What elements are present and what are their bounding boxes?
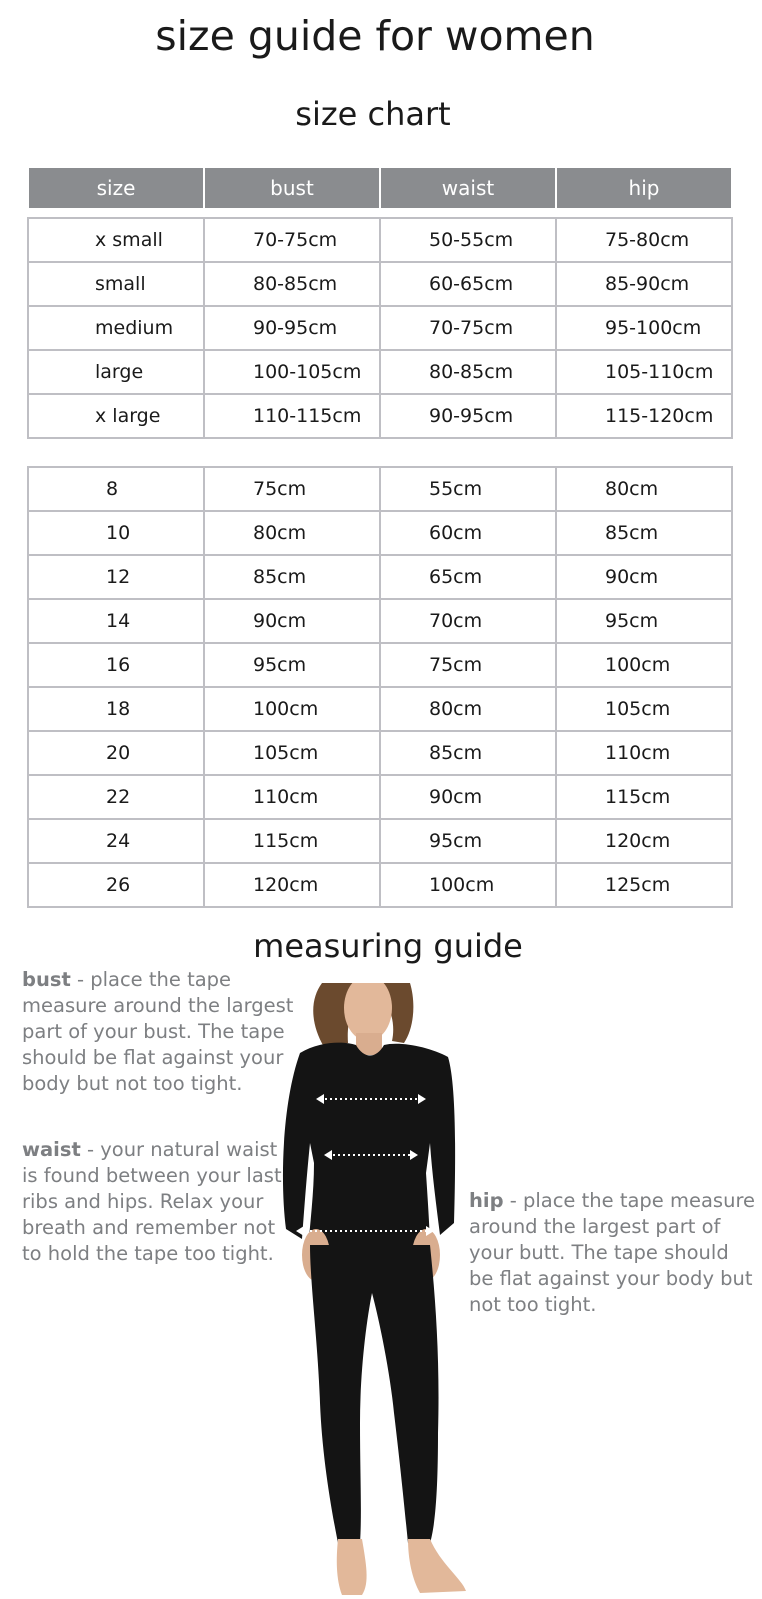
column-header-waist: waist bbox=[380, 167, 556, 209]
cell-hip: 95cm bbox=[556, 599, 732, 643]
cell-waist: 80-85cm bbox=[380, 350, 556, 394]
hip-instructions bbox=[469, 1188, 759, 1318]
cell-size: medium bbox=[28, 306, 204, 350]
waist-term: waist bbox=[22, 1138, 81, 1161]
cell-waist: 60-65cm bbox=[380, 262, 556, 306]
cell-hip: 90cm bbox=[556, 555, 732, 599]
model-top bbox=[283, 1043, 455, 1251]
cell-waist: 55cm bbox=[380, 467, 556, 511]
cell-size: 24 bbox=[28, 819, 204, 863]
numeric-size-row bbox=[28, 863, 732, 907]
cell-size: small bbox=[28, 262, 204, 306]
numeric-size-row bbox=[28, 511, 732, 555]
cell-waist: 70-75cm bbox=[380, 306, 556, 350]
numeric-size-row bbox=[28, 731, 732, 775]
numeric-size-row bbox=[28, 687, 732, 731]
cell-waist: 100cm bbox=[380, 863, 556, 907]
cell-hip: 85-90cm bbox=[556, 262, 732, 306]
model-face bbox=[344, 983, 392, 1041]
cell-bust: 75cm bbox=[204, 467, 380, 511]
cell-size: 14 bbox=[28, 599, 204, 643]
cell-hip: 105cm bbox=[556, 687, 732, 731]
cell-bust: 100-105cm bbox=[204, 350, 380, 394]
numeric-size-table bbox=[27, 466, 733, 908]
cell-hip: 85cm bbox=[556, 511, 732, 555]
bust-text: - place the tape measure around the largest part of your bust. The tape should be flat against your body but not too tight. bbox=[22, 968, 294, 1095]
cell-bust: 70-75cm bbox=[204, 218, 380, 262]
cell-bust: 90cm bbox=[204, 599, 380, 643]
cell-bust: 120cm bbox=[204, 863, 380, 907]
numeric-size-row bbox=[28, 819, 732, 863]
cell-bust: 80cm bbox=[204, 511, 380, 555]
letter-size-row bbox=[28, 394, 732, 438]
cell-bust: 105cm bbox=[204, 731, 380, 775]
cell-waist: 80cm bbox=[380, 687, 556, 731]
cell-waist: 65cm bbox=[380, 555, 556, 599]
cell-size: x large bbox=[28, 394, 204, 438]
cell-size: 22 bbox=[28, 775, 204, 819]
cell-waist: 60cm bbox=[380, 511, 556, 555]
hip-term: hip bbox=[469, 1189, 504, 1212]
letter-size-row bbox=[28, 218, 732, 262]
cell-waist: 50-55cm bbox=[380, 218, 556, 262]
numeric-size-row bbox=[28, 643, 732, 687]
cell-hip: 80cm bbox=[556, 467, 732, 511]
cell-size: 26 bbox=[28, 863, 204, 907]
numeric-size-row bbox=[28, 599, 732, 643]
cell-size: 18 bbox=[28, 687, 204, 731]
page-title: size guide for women bbox=[155, 12, 595, 60]
cell-size: 20 bbox=[28, 731, 204, 775]
cell-size: 16 bbox=[28, 643, 204, 687]
letter-size-row bbox=[28, 306, 732, 350]
column-header-size: size bbox=[28, 167, 204, 209]
cell-size: 8 bbox=[28, 467, 204, 511]
waist-text: - your natural waist is found between your last ribs and hips. Relax your breath and remember not to hold the tape too tight. bbox=[22, 1138, 282, 1265]
cell-hip: 105-110cm bbox=[556, 350, 732, 394]
cell-hip: 75-80cm bbox=[556, 218, 732, 262]
cell-waist: 70cm bbox=[380, 599, 556, 643]
cell-waist: 90cm bbox=[380, 775, 556, 819]
column-header-bust: bust bbox=[204, 167, 380, 209]
cell-waist: 75cm bbox=[380, 643, 556, 687]
cell-waist: 95cm bbox=[380, 819, 556, 863]
model-figure bbox=[280, 983, 500, 1599]
hip-text: - place the tape measure around the largest part of your butt. The tape should be flat against your body but not too tight. bbox=[469, 1189, 756, 1316]
letter-size-table bbox=[27, 217, 733, 439]
model-left-foot bbox=[337, 1539, 367, 1595]
cell-hip: 100cm bbox=[556, 643, 732, 687]
cell-hip: 115-120cm bbox=[556, 394, 732, 438]
cell-bust: 110cm bbox=[204, 775, 380, 819]
cell-waist: 85cm bbox=[380, 731, 556, 775]
waist-instructions bbox=[22, 1137, 297, 1267]
cell-waist: 90-95cm bbox=[380, 394, 556, 438]
cell-bust: 100cm bbox=[204, 687, 380, 731]
cell-size: x small bbox=[28, 218, 204, 262]
cell-size: 10 bbox=[28, 511, 204, 555]
cell-hip: 115cm bbox=[556, 775, 732, 819]
letter-size-row bbox=[28, 262, 732, 306]
cell-hip: 120cm bbox=[556, 819, 732, 863]
cell-bust: 90-95cm bbox=[204, 306, 380, 350]
letter-size-row bbox=[28, 350, 732, 394]
model-right-foot bbox=[408, 1539, 466, 1593]
numeric-size-row bbox=[28, 467, 732, 511]
size-chart-title: size chart bbox=[295, 95, 451, 133]
column-header-hip: hip bbox=[556, 167, 732, 209]
bust-term: bust bbox=[22, 968, 71, 991]
cell-size: large bbox=[28, 350, 204, 394]
cell-hip: 125cm bbox=[556, 863, 732, 907]
cell-size: 12 bbox=[28, 555, 204, 599]
numeric-size-row bbox=[28, 775, 732, 819]
model-leggings bbox=[310, 1245, 439, 1543]
bust-instructions bbox=[22, 967, 312, 1097]
size-chart-header bbox=[27, 166, 733, 210]
cell-bust: 80-85cm bbox=[204, 262, 380, 306]
cell-bust: 110-115cm bbox=[204, 394, 380, 438]
numeric-size-row bbox=[28, 555, 732, 599]
cell-bust: 115cm bbox=[204, 819, 380, 863]
cell-hip: 95-100cm bbox=[556, 306, 732, 350]
measuring-guide-title: measuring guide bbox=[253, 927, 523, 965]
cell-hip: 110cm bbox=[556, 731, 732, 775]
cell-bust: 85cm bbox=[204, 555, 380, 599]
cell-bust: 95cm bbox=[204, 643, 380, 687]
